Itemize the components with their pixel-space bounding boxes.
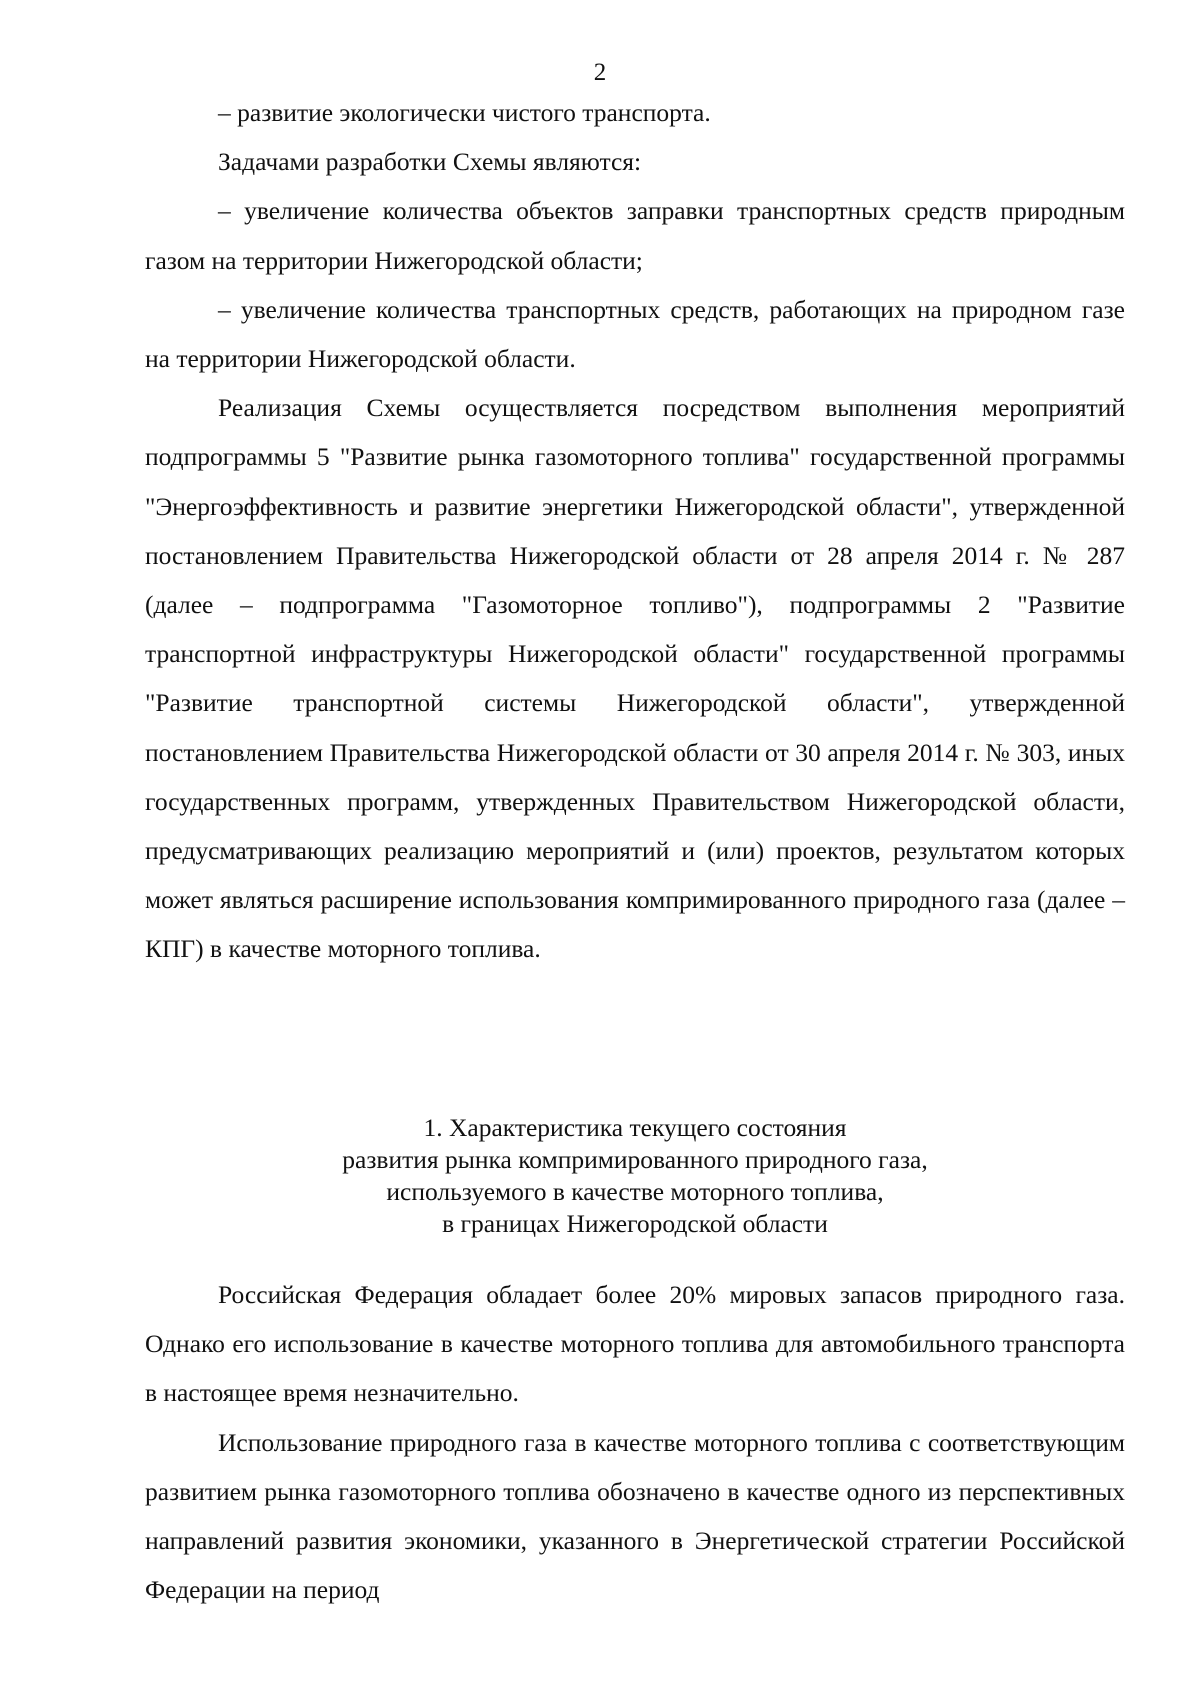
paragraph-tasks-intro: Задачами разработки Схемы являются:: [218, 147, 642, 177]
section-heading-line-1: 1. Характеристика текущего состояния: [423, 1113, 847, 1142]
paragraph-eco-transport: – развитие экологически чистого транспорта.: [218, 98, 711, 127]
section-heading: [145, 1112, 1125, 1240]
paragraph-energy-strategy: Использование природного газа в качестве моторного топлива с соответствующим развитием рынка газомоторного топлива обозначено в качестве одного из перспективных направлений развития экономики, указанного в Энергетической стратегии Российской Федерации на период: [145, 1427, 1125, 1605]
paragraph-task-vehicles: – увеличение количества транспортных средств, работающих на природном газе на территории Нижегородской области.: [145, 294, 1125, 374]
section-text-block: [145, 1270, 1125, 1614]
section-heading-line-3: используемого в качестве моторного топлива,: [386, 1177, 884, 1206]
paragraph-task-stations: – увеличение количества объектов заправки транспортных средств природным газом на территории Нижегородской области;: [145, 196, 1125, 275]
paragraph-gas-reserves: Российская Федерация обладает более 20% мировых запасов природного газа. Однако его использование в качестве моторного топлива для автомобильного транспорта в настоящее время незначительно.: [145, 1280, 1125, 1408]
section-heading-line-4: в границах Нижегородской области: [442, 1209, 828, 1238]
section-heading-line-2: развития рынка компримированного природного газа,: [342, 1145, 928, 1174]
intro-text-block: [145, 88, 1125, 974]
page-number: 2: [593, 59, 607, 86]
paragraph-implementation: Реализация Схемы осуществляется посредством выполнения мероприятий подпрограммы 5 "Развитие рынка газомоторного топлива" государственной программы "Энергоэффективность и развитие энергетики Нижегородской области", утвержденной постановлением Правительства Нижегородской области от 28 апреля 2014 г. № 287 (далее – подпрограмма "Газомоторное топливо"), подпрограммы 2 "Развитие транспортной инфраструктуры Нижегородской области" государственной программы "Развитие транспортной системы Нижегородской области", утвержденной постановлением Правительства Нижегородской области от 30 апреля 2014 г. № 303, иных государственных программ, утвержденных Правительством Нижегородской области, предусматривающих реализацию мероприятий и (или) проектов, результатом которых может являться расширение использования компримированного природного газа (далее – КПГ) в качестве моторного топлива.: [145, 393, 1125, 964]
